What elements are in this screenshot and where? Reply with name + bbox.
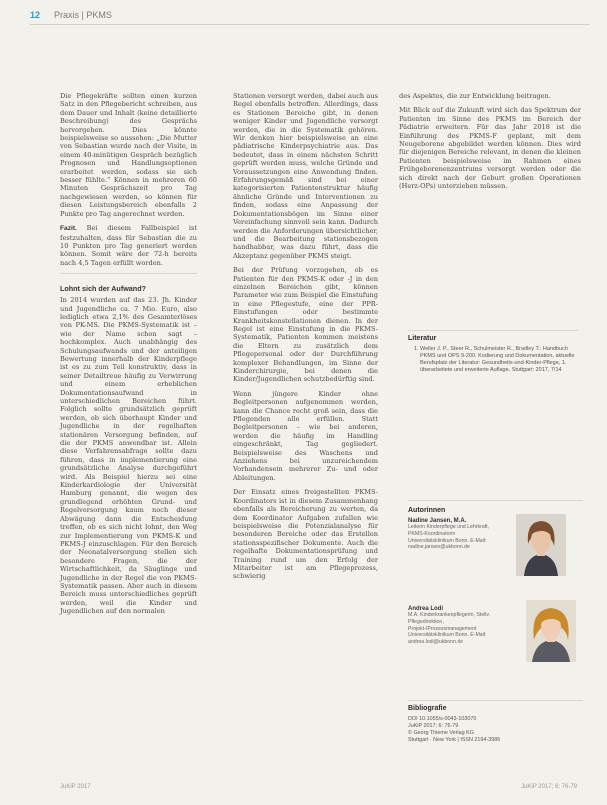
literature-list: [408, 346, 578, 374]
body-paragraph: In 2014 wurden auf das 23. Jh. Kinder und Jugendliche ca. 7 Mio. Euro, also lediglich etwa 2,1% des Gesamterlöses von PK-MS. Die PKMS-Systematik ist – wie der Name schon sagt – hochkomplex. Auch unabhängig des Schulungsaufwands und der anteiligen Bewertung innerhalb der Kinderpflege ist es zu zum Teil konstruktiv, dass in seiner Detailtreue häufig zu Verwirrung und einem erheblichen Dokumentationsaufwand in unterschiedlichen Bereichen führt. Folglich sollte grundsätzlich geprüft werden, ob sich überhaupt Kinder und Jugendliche in der regelhaften stationären Versorgung befinden, auf die der PKMS anwendbar ist. Allein diese Verfahrensabfrage sollte dazu führen, dass in implementierung eine grundsätzliche Analyse durchgeführt wird. Als Beispiel hierzu sei eine Kinderkardiologie der Universität Hamburg genannt, die wegen des grundlegend erhöhten Grund- und Regelversorgung kaum noch dieser Abwägung dann die Entscheidung treffen, ob es sich nicht lohnt, den Weg zur Implementierung von PKMS-K und PKMS-J einzuschlagen. Für den Bereich der Neonatalversorgung stellen sich besondere Fragen, die der Wirtschaftlichkeit, da Säuglinge und Jugendliche in der Regel die von PKMS-Systematik passen. Aber auch in diesem Bereich muss unterschiedliches geprüft werden, weil die Kinder und Jugendlichen auf den normalen: [60, 296, 197, 616]
body-paragraph: Der Einsatz eines freigestellten PKMS-Koordinators ist in diesem Zusammenhang ebenfalls als Bereicherung zu werten, da dem Koordinator Aufgaben zufallen wie beispielsweise die Potenzialanalyse für besonderen Bereiche oder das Erstellen stationsspezifischer Dokumente. Auch die regelhafte Dokumentationsprüfung und Training rund um den Erfolg der Mitarbeiter ist am Pflegeprozess, schwierig: [233, 488, 378, 581]
author-name: Nadine Jansen, M.A.: [408, 518, 467, 524]
publisher-line: © Georg Thieme Verlag KG: [408, 730, 474, 736]
section-label: Praxis | PKMS: [54, 10, 112, 20]
body-paragraph: Die Pflegekräfte sollten einen kurzen Satz in den Pflegebericht schreiben, aus dem Dauer und Inhalt (keine detaillierte Beschreibung) des Gesprächs hervorgehen. Dies könnte beispielsweise so aussehen: „Die Mutter von Sebastian wurde nach der Visite, in einem 40-minütigen Gespräch bezüglich Prognosen und Handlungsoptionen erarbeitet werden, sodass sie sich besser fühlte.“ Können in mehreren 60 Minuten Gesprächszeit pro Tag nachgewiesen werden, so können für diesen Leistungsbereich ebenfalls 2 Punkte pro Tag angerechnet werden.: [60, 92, 197, 218]
literature-item: 1. Weller J. P., Steer R., Schulmeister R., Bradley T.: Handbuch PKMS und OPS 9-200. Kodierung und Dokumentation, aktuelle Berufsplatz der Literatur: Gesundheits-und-Kinder-Pflege, 1. überarbeitete und erweiterte Auflage. Stuttgart: 2017, 7/14: [420, 346, 578, 374]
divider: [408, 700, 583, 701]
body-paragraph: Wenn jüngere Kinder ohne Begleitpersonen aufgenommen werden, kann die Chance recht groß sein, dass die Pflegenden alle erfüllen. Statt Begleitpersonen – wie bei anderen, werden die häufig im Handling eingeschränkt, Tag gegliedert. Beispielsweise des Waschens und Anziehens bei unzureichendem Vorhandensein mehrerer Zu- und oder Ableitungen.: [233, 389, 378, 482]
author-info: Leiterin Kinderpflege und Lehrkraft, PKMS-Koordinatorin Universitätsklinikum Bonn. E-Mail: nadine.jansen@ukbonn.de: [408, 524, 490, 551]
footer-left: JuKiP 2017: [60, 784, 91, 790]
authors-title: Autorinnen: [408, 507, 446, 514]
body-paragraph: Bei der Prüfung vorzugehen, ob es Patienten für den PKMS-K oder -J in den einzelnen Bereichen gibt, können Parameter wie zum Beispiel die Einstufung in eine Pflegestufe, eine der PPR-Einstufungen oder bestimmte Krankheitskonstellationen dienen. In der Regel ist eine Einstufung in die PKMS-Systematik, Patienten kommen meistens die Eltern zu zusätzlich dem Pflegepersonal oder der Durchführung komplexer Behandlungen, im Sinne der Kinderchirurgie, bei denen die Kinder/Jugendlichen schutzbedürftig sind.: [233, 266, 378, 384]
literature-box: [408, 330, 578, 374]
divider: [408, 500, 583, 501]
fazit-box: [60, 224, 197, 274]
author-entry: [408, 518, 583, 606]
author-info: M.A. Kinderkrankenpflegerin, Stellv. Pflegedirektion, Projekt-/Prozessmanagement Universitätsklinikum Bonn. E-Mail: andrea.lodi@ukbonn.de: [408, 612, 491, 646]
author-portrait-icon: [526, 600, 576, 662]
citation-line: JuKiP 2017; 6: 76-79: [408, 723, 459, 729]
author-photo: [526, 600, 576, 662]
header-rule: [30, 24, 590, 25]
section-heading: Lohnt sich der Aufwand?: [60, 284, 146, 294]
author-entry: [408, 606, 583, 694]
footer-right: JuKiP 2017; 6: 76-79: [521, 784, 577, 790]
fazit-text: Bei diesem Fallbeispiel ist festzuhalten, dass für Sebastian die zu 10 Punkten pro Tag generiert werden können. Somit wäre der 72-h bereits nach 4,5 Tagen erfüllt worden.: [60, 224, 197, 267]
author-name: Andrea Lodi: [408, 606, 444, 612]
body-paragraph: des Aspektes, die zur Entwicklung beitragen.: [399, 92, 551, 100]
body-paragraph: Mit Blick auf die Zukunft wird sich das Spektrum der Patienten im Sinne des PKMS im Bereich der Pädiatrie erweitern. Für das Jahr 2018 ist die Einführung des PKMS-F geplant, mit dem Neugeborene abgebildet werden können. Dies wird für diejenigen Bereiche relevant, in denen die kleinen Patienten beispielsweise im Rahmen eines Frühgeborenenzentrums versorgt werden oder die sich direkt nach der Geburt großen Operationen (Herz-OPs) unterziehen müssen.: [399, 106, 581, 191]
fazit-label: Fazit.: [60, 225, 77, 233]
author-portrait-icon: [516, 514, 566, 576]
doi-line: DOI 10.1055/s-0043-103070: [408, 716, 477, 722]
bibliography-title: Bibliografie: [408, 705, 447, 712]
column-middle: [233, 92, 378, 587]
divider: [408, 330, 578, 331]
bibliography-box: [408, 700, 583, 744]
page-header: [30, 6, 590, 26]
column-left: [60, 92, 197, 622]
column-right: [399, 92, 581, 196]
page-footer: [60, 784, 577, 796]
body-paragraph: Stationen versorgt werden, dabei auch aus Regel ebenfalls betroffen. Allerdings, dass es Stationen Bereiche gibt, in denen weniger Kinder und Jugendliche versorgt werden, die in die Systematik gehören. Wir denken hier beispielsweise an eine pädiatrische Kinderpsychiatrie aus. Das bedeutet, dass in einem nächsten Schritt geprüft werden muss, welche Gründe und Voraussetzungen eine Anwendung finden. Erfahrungsgemäß sind bei einer kategorisierten Patientenstruktur häufig ähnliche Gründe und Interventionen zu finden, sodass eine Anpassung der Dokumentationsbögen im Sinne einer Vereinfachung sinnvoll sein kann. Dadurch werden die Anforderungen übersichtlicher, und die Bearbeitung stationsbezogen handhabbar, was dazu führt, dass die Akzeptanz gegenüber PKMS steigt.: [233, 92, 378, 260]
authors-box: [408, 500, 583, 694]
literature-title: Literatur: [408, 335, 437, 342]
issn-line: Stuttgart · New York | ISSN 2194-3986: [408, 737, 501, 743]
author-photo: [516, 514, 566, 576]
page-number: 12: [30, 10, 41, 20]
